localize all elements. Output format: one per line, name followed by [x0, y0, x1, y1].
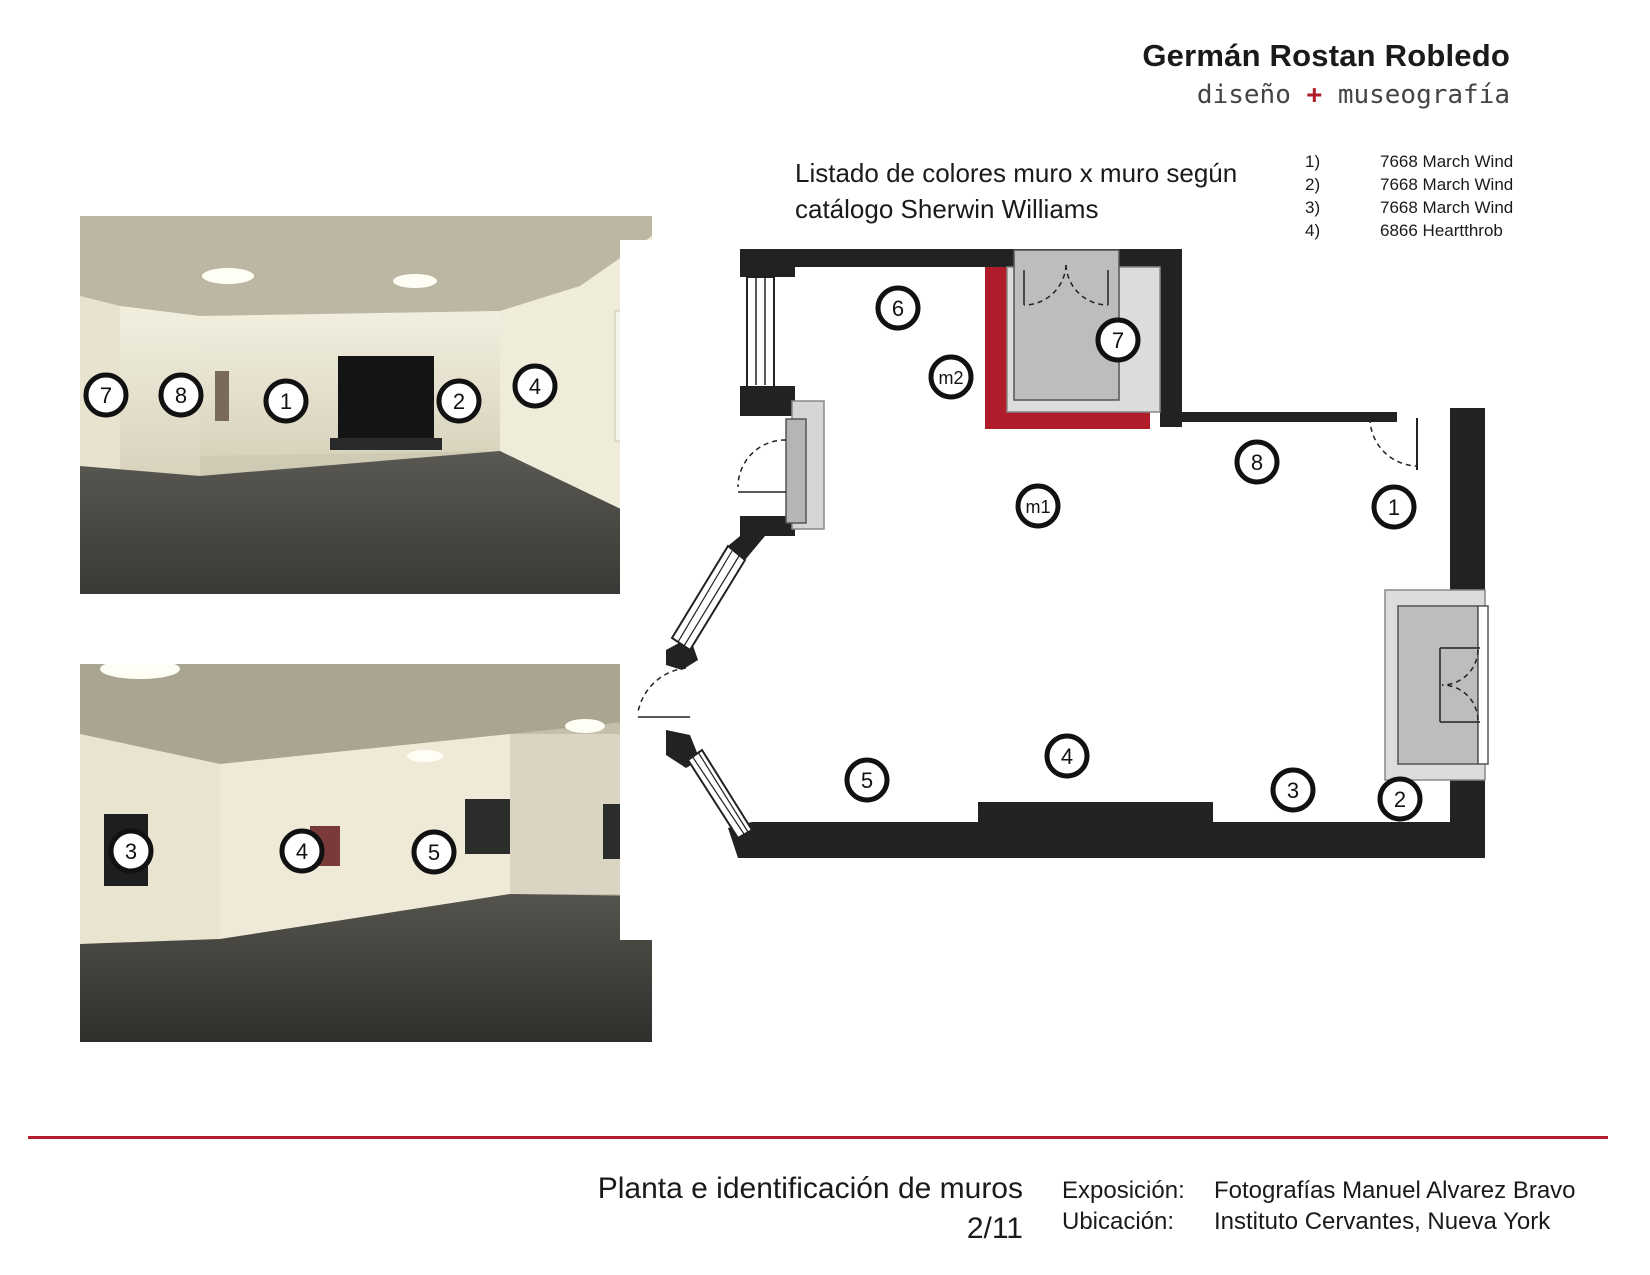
location-row [1062, 1206, 1576, 1237]
svg-text:8: 8 [1250, 450, 1264, 475]
page-number: 2/11 [966, 1212, 1023, 1245]
plan-east-vestibule [1385, 590, 1488, 780]
svg-text:3: 3 [1286, 778, 1300, 803]
plan-marker-2 [1380, 779, 1420, 819]
exhibition-label: Exposición: [1062, 1177, 1185, 1204]
plan-marker-4 [1047, 736, 1087, 776]
svg-text:m1: m1 [1025, 497, 1051, 517]
floor-plan-drawing [620, 240, 1620, 940]
location-label: Ubicación: [1062, 1208, 1175, 1235]
svg-text:1: 1 [1387, 495, 1401, 520]
footer-divider [28, 1136, 1608, 1139]
photo-marker-1 [266, 381, 306, 421]
legend-wall: 7) [1305, 290, 1321, 309]
photo-marker-5 [414, 832, 454, 872]
svg-text:4: 4 [295, 839, 309, 864]
plan-door-east [1370, 418, 1417, 470]
svg-text:1: 1 [279, 389, 293, 414]
photo-marker-4 [515, 366, 555, 406]
svg-text:2: 2 [452, 389, 466, 414]
legend-color: 6866 Heartthrob [1380, 336, 1503, 355]
plan-window-north [747, 277, 774, 387]
legend-color: 7668 March Wind [1380, 359, 1514, 378]
svg-text:5: 5 [860, 768, 874, 793]
exhibition-value: Fotografías Manuel Alvarez Bravo [1214, 1177, 1576, 1204]
plan-marker-6 [878, 288, 918, 328]
legend-color: 7668 March Wind [1380, 152, 1514, 171]
legend-wall: m2) [1305, 359, 1335, 378]
legend-color: 7668 March Wind [1380, 198, 1514, 217]
tagline-plus: + [1306, 80, 1323, 110]
color-list-title: Listado de colores muro x muro según catálogo Sherwin Williams [795, 158, 1238, 224]
legend-wall: 2) [1305, 175, 1321, 194]
legend-color: 7668 March Wind [1380, 290, 1514, 309]
svg-text:8: 8 [174, 383, 188, 408]
legend-row [1305, 196, 1513, 219]
project-info [1062, 1175, 1576, 1237]
svg-text:4: 4 [1060, 744, 1074, 769]
gallery-photo-side [80, 664, 652, 1042]
tagline-right: museografía [1337, 80, 1510, 110]
photo-marker-7 [86, 375, 126, 415]
legend-wall: 1) [1305, 152, 1321, 171]
plan-marker-5 [847, 760, 887, 800]
tagline-left: diseño [1196, 80, 1291, 110]
plan-marker-7 [1098, 320, 1138, 360]
designer-name: Germán Rostan Robledo [1142, 38, 1510, 73]
legend-wall: 6) [1305, 267, 1321, 286]
legend-row [1305, 150, 1513, 173]
legend-color: 7668 March Wind [1380, 267, 1514, 286]
photo-marker-2 [439, 381, 479, 421]
svg-text:3: 3 [124, 839, 138, 864]
gallery-photo-entrance [80, 216, 652, 594]
plan-window-west-1 [672, 546, 745, 650]
legend-wall: 5) [1305, 244, 1321, 263]
plan-marker-1 [1374, 487, 1414, 527]
plan-marker-8 [1237, 442, 1277, 482]
legend-wall: m1) [1305, 336, 1335, 355]
legend-color: 7668 March Wind [1380, 244, 1514, 263]
photo-marker-8 [161, 375, 201, 415]
legend-color: 7668 March Wind [1380, 175, 1514, 194]
designer-tagline [1197, 80, 1510, 110]
legend-row [1305, 219, 1513, 242]
svg-text:7: 7 [99, 383, 113, 408]
legend-row [1305, 173, 1513, 196]
plan-door-west [738, 401, 824, 529]
svg-text:m2: m2 [938, 368, 964, 388]
plan-marker-m1 [1018, 486, 1058, 526]
svg-text:6: 6 [891, 296, 905, 321]
legend-color: 6866 Heartthrob [1380, 221, 1503, 240]
svg-text:2: 2 [1393, 787, 1407, 812]
legend-color: 7668 March Wind [1380, 313, 1514, 332]
exhibition-row [1062, 1175, 1576, 1206]
photo-marker-4 [282, 831, 322, 871]
legend-wall: 4) [1305, 221, 1321, 240]
plan-door-southwest [638, 668, 690, 717]
svg-text:7: 7 [1111, 328, 1125, 353]
photo-marker-3 [111, 831, 151, 871]
plan-window-west-2 [688, 750, 752, 838]
sheet-title: Planta e identificación de muros [597, 1172, 1023, 1205]
plan-marker-m2 [931, 357, 971, 397]
legend-wall: 8) [1305, 313, 1321, 332]
plan-marker-3 [1273, 770, 1313, 810]
legend-wall: 3) [1305, 198, 1321, 217]
svg-text:5: 5 [427, 840, 441, 865]
svg-text:4: 4 [528, 374, 542, 399]
location-value: Instituto Cervantes, Nueva York [1214, 1208, 1551, 1235]
